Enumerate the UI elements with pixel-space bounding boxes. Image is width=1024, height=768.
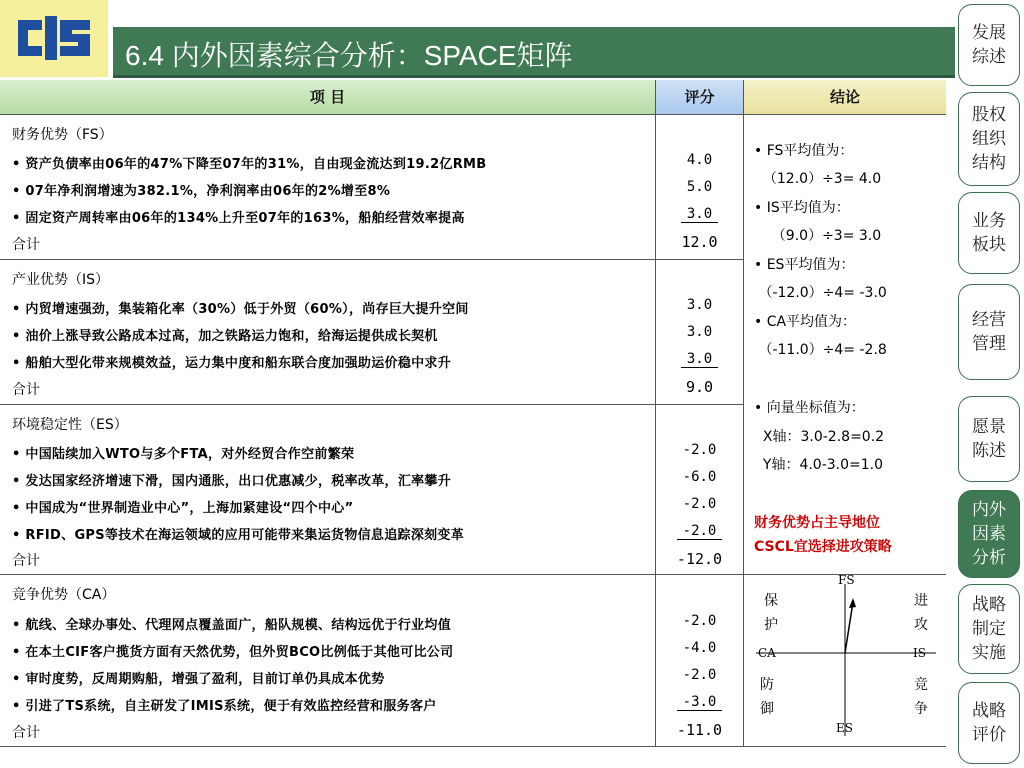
list-item: • 资产负债率由06年的47%下降至07年的31%，自由现金流达到19.2亿RMB: [12, 157, 487, 172]
score-value: -2.0: [656, 523, 743, 539]
score-value: -2.0: [682, 613, 717, 629]
direction-vector-icon: [845, 602, 853, 653]
total-label: 合计: [12, 237, 40, 253]
conclusion-line: • 向量坐标值为：: [754, 400, 865, 416]
score-value: -4.0: [682, 640, 717, 656]
column-header-item: 项 目: [0, 80, 655, 115]
score-value: 3.0: [686, 324, 713, 340]
list-item: • 中国陆续加入WTO与多个FTA，对外经贸合作空前繁荣: [12, 447, 355, 462]
list-item: • 审时度势，反周期购船，增强了盈利，目前订单仍具成本优势: [12, 672, 385, 687]
list-item: • 引进了TS系统，自主研发了IMIS系统，便于有效监控经营和服务客户: [12, 699, 437, 714]
list-item: • 航线、全球办事处、代理网点覆盖面广，船队规模、结构远优于行业均值: [12, 618, 452, 633]
score-value: 3.0: [656, 351, 743, 367]
conclusion-line: • CA平均值为：: [754, 314, 857, 330]
conclusion-line: • ES平均值为：: [754, 257, 855, 273]
conclusion-line: （-12.0）÷4= -3.0: [754, 285, 887, 301]
table-divider: [0, 259, 743, 260]
list-item: • 在本土CIF客户揽货方面有天然优势，但外贸BCO比例低于其他可比公司: [12, 645, 454, 660]
axis-label-right: IS: [913, 646, 926, 660]
total-label: 合计: [12, 725, 40, 741]
quadrant-top-left: 保 护: [764, 593, 778, 633]
quadrant-bottom-right: 竞 争: [914, 677, 928, 717]
score-total: 9.0: [685, 378, 714, 396]
score-value: -6.0: [682, 469, 717, 485]
score-total: 12.0: [681, 233, 718, 251]
conclusion-line: • IS平均值为：: [754, 200, 850, 216]
nav-factor-analysis[interactable]: 内外 因素 分析: [958, 490, 1020, 578]
conclusion-highlight: 财务优势占主导地位: [754, 515, 880, 531]
column-header-score: 评分: [656, 80, 743, 115]
list-item: • RFID、GPS等技术在海运领域的应用可能带来集运货物信息追踪深刻变革: [12, 528, 465, 543]
axis-label-bottom: ES: [836, 721, 853, 735]
company-logo: [0, 0, 108, 77]
score-total: -11.0: [676, 721, 723, 739]
quadrant-top-right: 进 攻: [914, 593, 928, 633]
page-title: 6.4 内外因素综合分析：SPACE矩阵: [125, 40, 573, 71]
arrow-head-icon: [849, 598, 856, 608]
table-divider: [0, 114, 946, 115]
nav-equity-structure[interactable]: 股权 组织 结构: [958, 92, 1020, 186]
section-title: 竞争优势（CA）: [12, 587, 116, 603]
score-value: -2.0: [682, 496, 717, 512]
conclusion-line: • FS平均值为：: [754, 143, 854, 159]
list-item: • 油价上涨导致公路成本过高，加之铁路运力饱和，给海运提供成长契机: [12, 329, 438, 344]
conclusion-line: （-11.0）÷4= -2.8: [754, 342, 887, 358]
nav-strategy-implementation[interactable]: 战略 制定 实施: [958, 584, 1020, 674]
list-item: • 固定资产周转率由06年的134%上升至07年的163%，船舶经营效率提高: [12, 211, 465, 226]
nav-operations-management[interactable]: 经营 管理: [958, 284, 1020, 380]
score-total: -12.0: [676, 550, 723, 568]
nav-business-segments[interactable]: 业务 板块: [958, 192, 1020, 274]
score-value: -2.0: [682, 442, 717, 458]
total-label: 合计: [12, 382, 40, 398]
list-item: • 中国成为“世界制造业中心”，上海加紧建设“四个中心”: [12, 501, 354, 516]
conclusion-line: Y轴：4.0-3.0=1.0: [754, 457, 884, 473]
section-title: 环境稳定性（ES）: [12, 417, 128, 433]
table-divider: [0, 404, 743, 405]
score-value: -2.0: [682, 667, 717, 683]
score-value: 3.0: [656, 206, 743, 222]
nav-vision-statement[interactable]: 愿景 陈述: [958, 396, 1020, 482]
list-item: • 船舶大型化带来规模效益，运力集中度和船东联合度加强助运价稳中求升: [12, 356, 452, 371]
nav-development-overview[interactable]: 发展 综述: [958, 4, 1020, 86]
score-value: 3.0: [686, 297, 713, 313]
score-value: 5.0: [686, 179, 713, 195]
column-header-conclusion: 结论: [744, 80, 946, 115]
list-item: • 07年净利润增速为382.1%，净利润率由06年的2%增至8%: [12, 184, 391, 199]
conclusion-line: （12.0）÷3= 4.0: [754, 171, 882, 187]
table-divider: [0, 746, 946, 747]
score-value: 4.0: [686, 152, 713, 168]
conclusion-highlight: CSCL宜选择进攻策略: [754, 539, 892, 555]
quadrant-bottom-left: 防 御: [760, 677, 774, 717]
cscl-logo-icon: [12, 12, 96, 64]
total-label: 合计: [12, 553, 40, 569]
list-item: • 发达国家经济增速下滑，国内通胀，出口优惠减少，税率改革，汇率攀升: [12, 474, 452, 489]
section-title: 财务优势（FS）: [12, 127, 113, 143]
conclusion-line: X轴：3.0-2.8=0.2: [754, 429, 885, 445]
section-title: 产业优势（IS）: [12, 272, 110, 288]
conclusion-line: （9.0）÷3= 3.0: [754, 228, 882, 244]
nav-strategy-evaluation[interactable]: 战略 评价: [958, 682, 1020, 764]
axis-label-top: FS: [838, 573, 855, 587]
axis-label-left: CA: [758, 646, 776, 660]
title-bar: [113, 27, 955, 78]
score-value: -3.0: [656, 694, 743, 710]
list-item: • 内贸增速强劲，集装箱化率（30%）低于外贸（60%），尚存巨大提升空间: [12, 302, 469, 317]
